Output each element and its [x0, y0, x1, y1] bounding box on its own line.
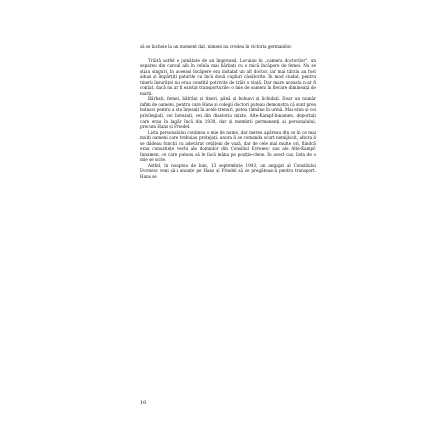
paragraph: Lista personalului conținea o mie de nume, dar mereu apăreau din ce în ce mai mulți oameni care trebuiau protejați: unora li se comanda scurt nemijlocit, altora li se dădeau funcții cu adevărat cetățeni de vază, dar de cele mai multe ori, fiindcă erau cunoștințe vechi ale domnilor din Consiliul Evreiesc sau ale Alte-Kampf-Innamen, ce care puteau să le facă mâna pe poziție-cheie. În acest caz, lista de o mie se scrie.	[140, 129, 316, 163]
paragraph: Trăiră astfel o jumătate de an împreună. Locuiau în „camera doctorilor", un separeu din caroul alb în celula mai bărbați cu o mică încăpere de femei. Nu se știau singuri, în aceeași încăpere era instalat un alt doctor, iar mai târziu au fost aduși și împărțiți paturile cu încă două cupluri căsătorite. În mod ciudat, pentru tinerii însurăței nu erau condiții potrivite de trăit o viață. Dar mare aceasta n-ar fi contat, dacă nu ar fi existat transporturile: o mie de oameni în fiecare dimineață de marți.	[140, 57, 316, 96]
paragraph-gap	[140, 50, 316, 58]
paragraph: Bărbați, femei, bătrâni și tineri, până și bolnavi și lichidați. Doar un număr infim de oameni, pentru care Hans și colegii doctori puteau demonstra că sunt prea bolnavi pentru a sta înțesați în acele trenuri, putea rămâne în urmă. Mai erau și cei privilegiați, cei botezați, cei din diastoria mixte, Alte-Kampf-Innamen, deportați care erau în lagăr încă din 1938, dar și membrii permanenți ai personalului, precum Hans și Friedel.	[140, 96, 316, 130]
body-text	[140, 44, 316, 180]
paragraph: să se încheie la un moment dat, nimeni nu credea în victoria germanilor.	[140, 44, 292, 49]
page-number: 10	[140, 400, 147, 406]
paragraph: Astfel, în noaptea de luni, 13 septembrie 1943, un angajat al Consiliului Evreiesc veni să-i anunțe pe Hans și Friedel să se pregătească pentru transport. Hans se	[140, 162, 316, 180]
